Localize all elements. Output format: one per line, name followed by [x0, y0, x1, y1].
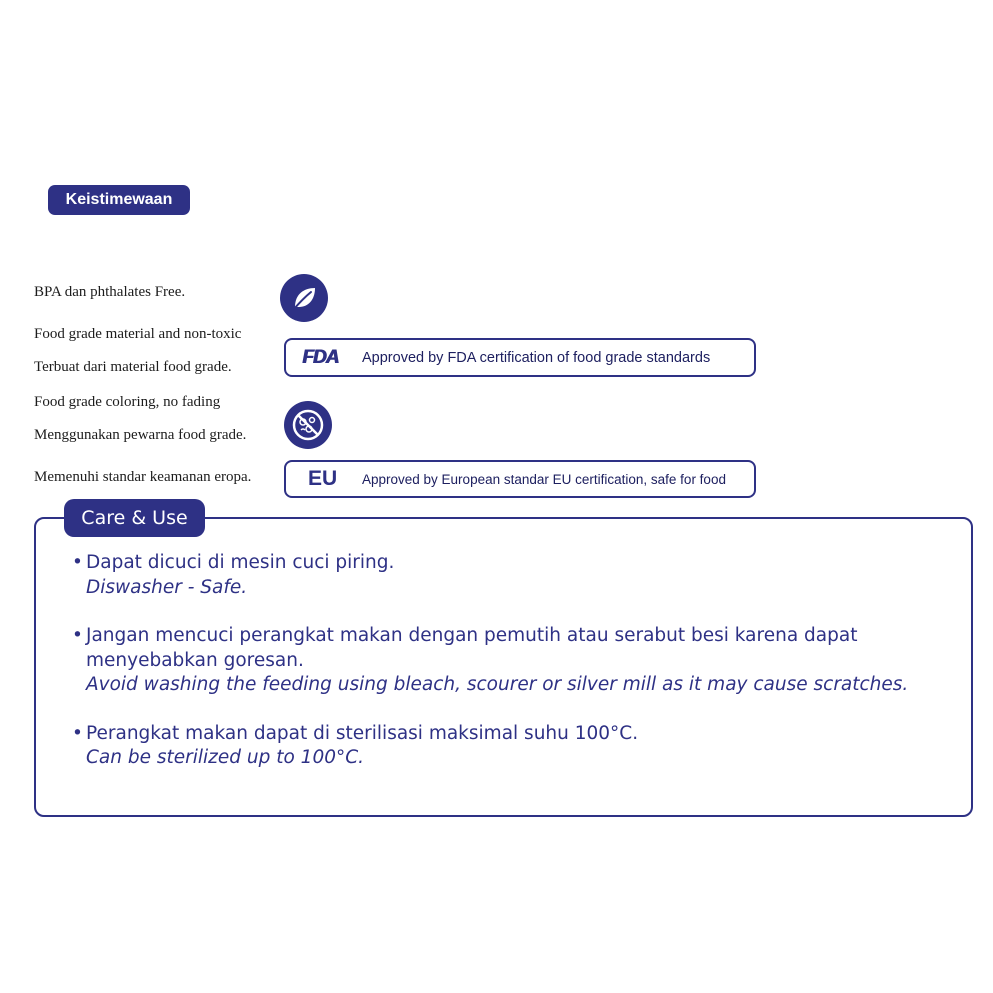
- care-item-text-id: Dapat dicuci di mesin cuci piring.: [86, 552, 395, 573]
- no-artificial-coloring-icon: [284, 401, 332, 449]
- section-title: Keistimewaan: [65, 191, 173, 208]
- care-item-dishwasher: • Dapat dicuci di mesin cuci piring. Diswasher - Safe.: [72, 551, 952, 600]
- feature-coloring-en: Food grade coloring, no fading: [34, 394, 221, 410]
- eu-approval-badge: [284, 460, 756, 498]
- leaf-icon: [280, 274, 328, 322]
- care-item-no-bleach: • Jangan mencuci perangkat makan dengan pemutih atau serabut besi karena dapat menyebabkan goresan. Avoid washing the feeding using bleach, scourer or silver mill as it may cause scratches.: [72, 624, 952, 698]
- eu-logo: EU: [308, 467, 338, 490]
- care-instructions-list: [72, 551, 952, 795]
- care-and-use-title: Care & Use: [64, 499, 205, 537]
- feature-food-grade-id: Terbuat dari material food grade.: [34, 359, 232, 375]
- care-item-sterilize: • Perangkat makan dapat di sterilisasi maksimal suhu 100°C. Can be sterilized up to 100°C.: [72, 722, 952, 771]
- fda-approval-text: Approved by FDA certification of food grade standards: [362, 349, 711, 366]
- care-item-text-en: Diswasher - Safe.: [86, 576, 248, 598]
- fda-approval-badge: [284, 338, 756, 377]
- care-item-text-en: Avoid washing the feeding using bleach, scourer or silver mill as it may cause scratches.: [86, 674, 909, 695]
- care-item-text-id: Jangan mencuci perangkat makan dengan pemutih atau serabut besi karena dapat menyebabkan goresan.: [86, 625, 858, 671]
- section-title-badge: [48, 185, 190, 215]
- fda-logo: FDA: [302, 346, 339, 368]
- feature-food-grade-en: Food grade material and non-toxic: [34, 326, 242, 342]
- feature-eu-standard: Memenuhi standar keamanan eropa.: [34, 469, 252, 485]
- eu-approval-text: Approved by European standar EU certification, safe for food: [362, 471, 726, 487]
- care-item-text-en: Can be sterilized up to 100°C.: [86, 747, 365, 768]
- care-item-text-id: Perangkat makan dapat di sterilisasi maksimal suhu 100°C.: [86, 722, 639, 744]
- feature-bpa-free: BPA dan phthalates Free.: [34, 284, 186, 300]
- feature-coloring-id: Menggunakan pewarna food grade.: [34, 427, 247, 443]
